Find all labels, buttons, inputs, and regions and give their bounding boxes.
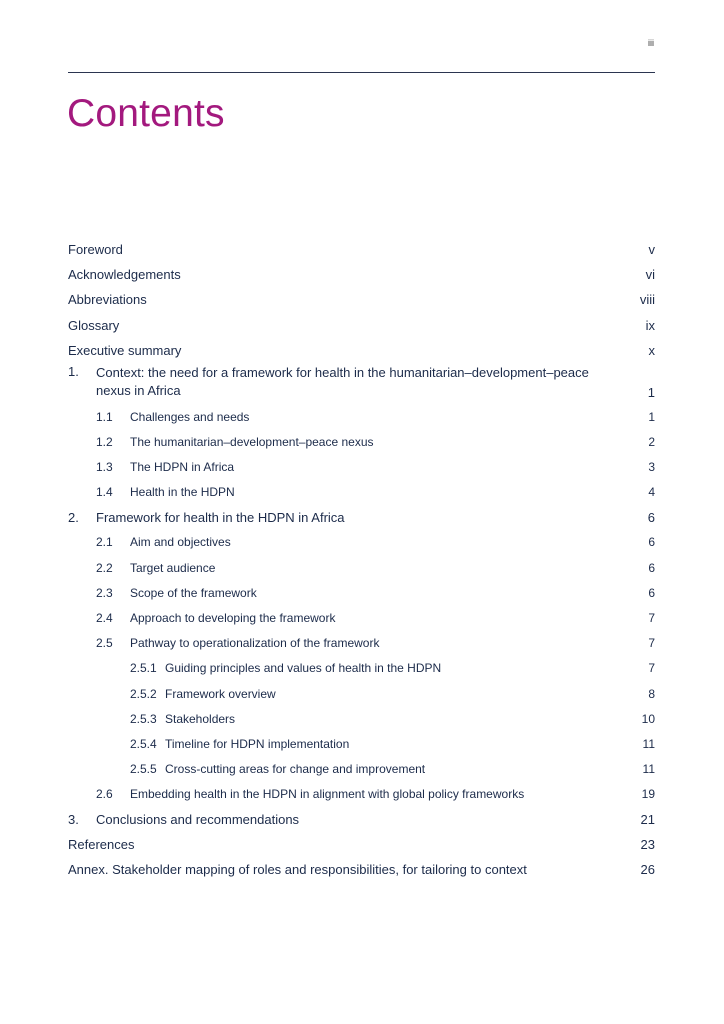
- toc-entry-label: Challenges and needs: [130, 409, 250, 424]
- toc-entry-text: [68, 812, 299, 827]
- toc-entry-page: 6: [647, 509, 655, 525]
- toc-entry-page: 8: [648, 686, 655, 701]
- toc-entry-text: [68, 510, 345, 525]
- header-rule: [68, 72, 655, 73]
- toc-entry-label: Annex. Stakeholder mapping of roles and responsibilities, for tailoring to context: [68, 862, 527, 878]
- toc-entry[interactable]: [68, 681, 655, 706]
- toc-entry-label: Stakeholders: [165, 711, 236, 726]
- toc-entry-text: [68, 343, 181, 358]
- toc-entry-label: Aim and objectives: [130, 535, 231, 550]
- toc-entry-label: Pathway to operationalization of the framework: [130, 636, 380, 651]
- toc-entry-page: 1: [648, 409, 655, 424]
- toc-entry-page: 4: [648, 485, 655, 500]
- toc-entry-text: [68, 460, 234, 474]
- toc-entry-page: 21: [640, 812, 655, 828]
- toc-entry-label: Cross-cutting areas for change and improvement: [165, 762, 426, 777]
- toc-entry-text: [68, 586, 257, 600]
- toc-entry-page: 26: [640, 862, 655, 878]
- toc-entry-page: 7: [648, 636, 655, 651]
- toc-entry-page: 11: [642, 736, 655, 751]
- toc-entry[interactable]: [68, 782, 655, 807]
- toc-entry-number: 2.3: [96, 585, 113, 600]
- toc-entry-label: Embedding health in the HDPN in alignment with global policy frameworks: [130, 787, 525, 802]
- toc-entry-text: [68, 687, 276, 701]
- toc-entry-number: 2.5.4: [130, 736, 157, 751]
- toc-entry[interactable]: [68, 631, 655, 656]
- toc-entry[interactable]: [68, 338, 655, 363]
- toc-entry-label: Foreword: [68, 242, 123, 258]
- toc-entry-text: [68, 762, 425, 776]
- page-title: Contents: [67, 92, 225, 135]
- toc-entry-number: 2.1: [96, 535, 113, 550]
- toc-entry-label: Acknowledgements: [68, 267, 181, 283]
- toc-entry-number: 3.: [68, 812, 79, 828]
- toc-entry[interactable]: [68, 832, 655, 857]
- toc-entry-number: 2.5.5: [130, 762, 157, 777]
- toc-entry[interactable]: [68, 731, 655, 756]
- toc-entry-text: [68, 661, 441, 675]
- toc-entry[interactable]: [68, 404, 655, 429]
- toc-entry-label: Conclusions and recommendations: [96, 812, 300, 828]
- toc-entry-text: [68, 535, 231, 549]
- toc-entry-label: Framework for health in the HDPN in Africa: [96, 509, 345, 525]
- toc-entry[interactable]: [68, 363, 655, 404]
- toc-entry-label: Context: the need for a framework for health in the humanitarian–development–peace nexus in Africa: [96, 364, 589, 398]
- toc-entry-text: [68, 410, 249, 424]
- toc-entry[interactable]: [68, 505, 655, 530]
- toc-entry-label: Executive summary: [68, 342, 182, 358]
- toc-entry-label: Health in the HDPN: [130, 485, 235, 500]
- toc-entry-page: viii: [639, 292, 655, 308]
- toc-entry-number: 1.1: [96, 409, 113, 424]
- toc-entry-page: 23: [640, 837, 655, 853]
- toc-entry-number: 1.: [68, 363, 79, 379]
- toc-entry-page: 6: [648, 560, 655, 575]
- toc-entry[interactable]: [68, 757, 655, 782]
- toc-entry-page: 10: [641, 711, 655, 726]
- toc-entry-page: vi: [645, 267, 655, 283]
- toc-entry-page: v: [648, 242, 655, 258]
- toc-entry-number: 2.: [68, 509, 79, 525]
- toc-entry[interactable]: [68, 454, 655, 479]
- table-of-contents: [68, 237, 655, 883]
- toc-entry[interactable]: [68, 706, 655, 731]
- toc-entry[interactable]: [68, 605, 655, 630]
- toc-entry-text: [68, 364, 626, 400]
- toc-entry-page: 6: [648, 535, 655, 550]
- toc-entry-page: 7: [648, 611, 655, 626]
- toc-entry[interactable]: [68, 857, 655, 882]
- toc-entry-number: 1.3: [96, 459, 113, 474]
- toc-entry-label: Glossary: [68, 317, 120, 333]
- toc-entry-text: [68, 712, 235, 726]
- toc-entry[interactable]: [68, 480, 655, 505]
- toc-entry[interactable]: [68, 580, 655, 605]
- toc-entry-text: [68, 862, 527, 877]
- toc-entry-number: 2.2: [96, 560, 113, 575]
- toc-entry[interactable]: [68, 262, 655, 287]
- toc-entry-number: 2.5.1: [130, 661, 157, 676]
- toc-entry-page: 2: [648, 434, 655, 449]
- toc-entry-label: The humanitarian–development–peace nexus: [130, 434, 374, 449]
- toc-entry[interactable]: [68, 237, 655, 262]
- page-number: iii: [648, 38, 654, 48]
- toc-entry-text: [68, 242, 123, 257]
- toc-entry-number: 2.5: [96, 636, 113, 651]
- toc-entry-number: 2.5.3: [130, 711, 157, 726]
- toc-entry-label: Abbreviations: [68, 292, 147, 308]
- toc-entry[interactable]: [68, 287, 655, 312]
- toc-entry-text: [68, 611, 335, 625]
- toc-entry-page: ix: [645, 317, 655, 333]
- toc-entry-text: [68, 485, 235, 499]
- toc-entry-text: [68, 267, 181, 282]
- toc-entry-number: 1.2: [96, 434, 113, 449]
- toc-entry-label: Guiding principles and values of health in the HDPN: [165, 661, 442, 676]
- toc-entry[interactable]: [68, 807, 655, 832]
- toc-entry-text: [68, 636, 379, 650]
- toc-entry-text: [68, 435, 374, 449]
- toc-entry-text: [68, 737, 349, 751]
- toc-entry-label: Approach to developing the framework: [130, 611, 336, 626]
- toc-entry-number: 2.6: [96, 787, 113, 802]
- toc-entry-page: 6: [648, 585, 655, 600]
- toc-entry-number: 1.4: [96, 485, 113, 500]
- toc-entry-page: 3: [648, 459, 655, 474]
- toc-entry-page: 11: [642, 762, 655, 777]
- toc-entry-page: x: [648, 342, 655, 358]
- toc-entry-label: Framework overview: [165, 686, 276, 701]
- toc-entry-label: The HDPN in Africa: [130, 459, 235, 474]
- toc-entry[interactable]: [68, 530, 655, 555]
- toc-entry-text: [68, 561, 215, 575]
- toc-entry-text: [68, 292, 147, 307]
- toc-entry-label: References: [68, 837, 135, 853]
- toc-entry-number: 2.5.2: [130, 686, 157, 701]
- toc-entry[interactable]: [68, 429, 655, 454]
- toc-entry-text: [68, 318, 119, 333]
- toc-entry-page: 19: [641, 787, 655, 802]
- toc-entry[interactable]: [68, 313, 655, 338]
- toc-entry-label: Timeline for HDPN implementation: [165, 736, 350, 751]
- toc-entry-label: Target audience: [130, 560, 216, 575]
- toc-entry[interactable]: [68, 555, 655, 580]
- toc-entry-text: [68, 787, 524, 801]
- toc-entry[interactable]: [68, 656, 655, 681]
- toc-entry-page: 7: [648, 661, 655, 676]
- toc-entry-page: 1: [647, 384, 655, 400]
- toc-entry-label: Scope of the framework: [130, 585, 257, 600]
- toc-entry-number: 2.4: [96, 611, 113, 626]
- toc-entry-text: [68, 837, 134, 852]
